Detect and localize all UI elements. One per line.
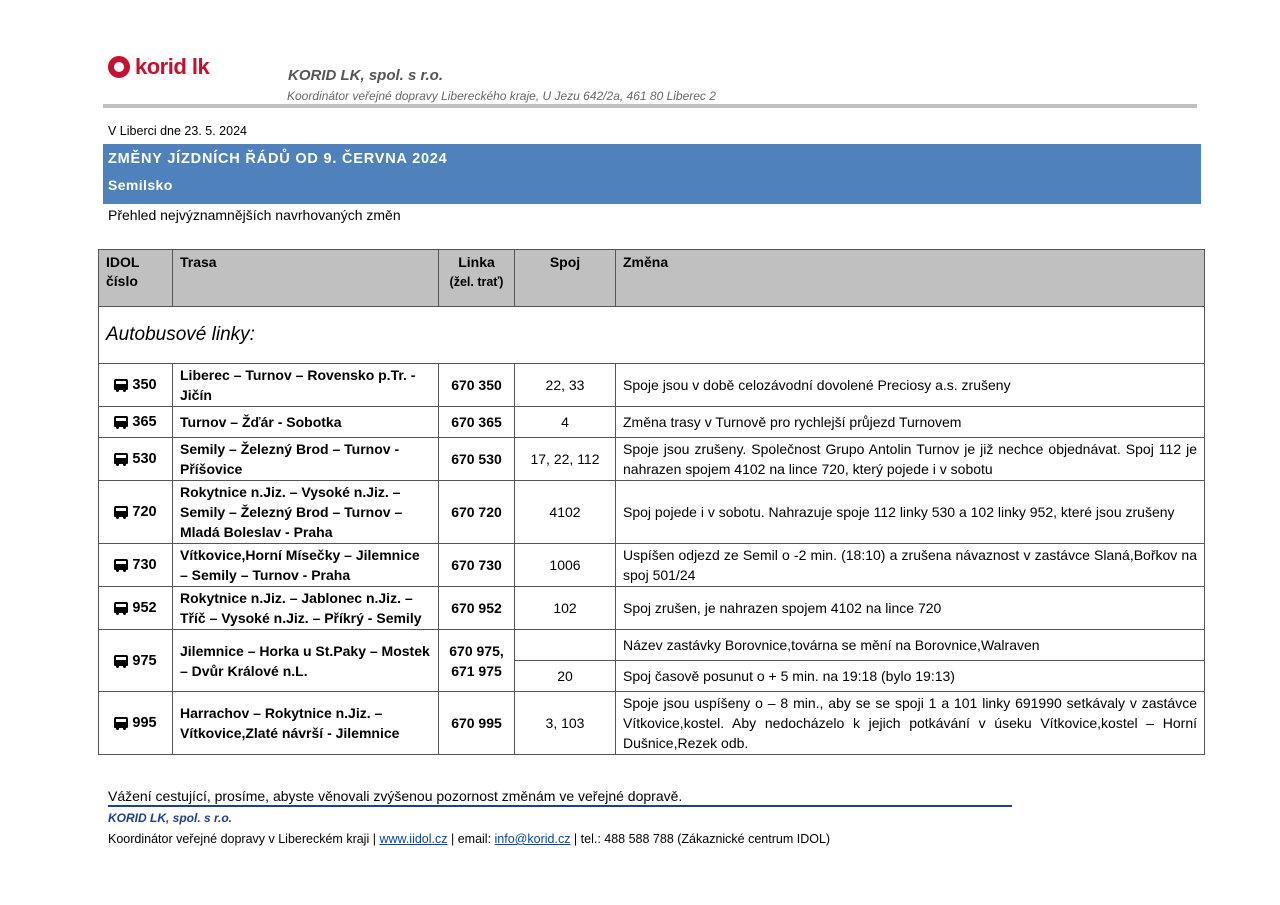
banner-title: ZMĚNY JÍZDNÍCH ŘÁDŮ OD 9. ČERVNA 2024 — [108, 151, 448, 167]
date-line: V Liberci dne 23. 5. 2024 — [108, 124, 247, 138]
bus-icon — [114, 506, 128, 517]
idol-cell: 975 — [99, 630, 173, 692]
trasa-cell: Rokytnice n.Jiz. – Vysoké n.Jiz. – Semily – Železný Brod – Turnov – Mladá Boleslav - Praha — [173, 481, 439, 544]
table-row — [99, 481, 1205, 544]
bus-icon — [114, 717, 128, 728]
table-row — [99, 544, 1205, 587]
idol-cell: 350 — [99, 364, 173, 407]
zmena-cell: Spoje jsou uspíšeny o – 8 min., aby se se spoji 1 a 101 linky 691990 setkávaly v zastávce Vítkovice,kostel. Aby nedocházelo k jejich potkávání v úseku Vítkovice,kostel – Horní Dušnice,Rezek odb. — [616, 692, 1205, 755]
table-header-row — [99, 250, 1205, 307]
trasa-cell: Harrachov – Rokytnice n.Jiz. – Vítkovice,Zlaté návrší - Jilemnice — [173, 692, 439, 755]
trasa-cell: Semily – Železný Brod – Turnov - Příšovice — [173, 438, 439, 481]
idol-cell: 730 — [99, 544, 173, 587]
table-row — [99, 407, 1205, 438]
spoj-cell: 4 — [515, 407, 616, 438]
korid-logo-ring-icon — [108, 56, 130, 78]
spoj-cell: 4102 — [515, 481, 616, 544]
trasa-cell: Liberec – Turnov – Rovensko p.Tr. - Jičín — [173, 364, 439, 407]
overview-text: Přehled nejvýznamnějších navrhovaných změn — [108, 207, 401, 223]
header-spoj: Spoj — [515, 250, 616, 307]
zmena-cell: Spoj časově posunut o + 5 min. na 19:18 (bylo 19:13) — [616, 661, 1205, 692]
bus-icon — [114, 453, 128, 464]
header-idol: IDOL číslo — [99, 250, 173, 307]
table-row — [99, 438, 1205, 481]
trasa-cell: Turnov – Žďár - Sobotka — [173, 407, 439, 438]
idol-cell: 952 — [99, 587, 173, 630]
footer-note: Vážení cestující, prosíme, abyste věnovali zvýšenou pozornost změnám ve veřejné dopravě. — [108, 788, 683, 804]
trasa-cell: Rokytnice n.Jiz. – Jablonec n.Jiz. – Tříč – Vysoké n.Jiz. – Příkrý - Semily — [173, 587, 439, 630]
zmena-cell: Uspíšen odjezd ze Semil o -2 min. (18:10) a zrušena návaznost v zastávce Slaná,Bořkov na spoj 501/24 — [616, 544, 1205, 587]
zmena-cell: Spoje jsou v době celozávodní dovolené Preciosy a.s. zrušeny — [616, 364, 1205, 407]
zmena-cell: Název zastávky Borovnice,továrna se mění na Borovnice,Walraven — [616, 630, 1205, 661]
bus-icon — [114, 379, 128, 390]
header-trasa: Trasa — [173, 250, 439, 307]
footer-contact: Koordinátor veřejné dopravy v Libereckém kraji | www.iidol.cz | email: info@korid.cz | tel.: 488 588 788 (Zákaznické centrum IDOL) — [108, 832, 831, 846]
table-row — [99, 587, 1205, 630]
idol-cell: 365 — [99, 407, 173, 438]
linka-cell: 670 730 — [439, 544, 515, 587]
trasa-cell: Jilemnice – Horka u St.Paky – Mostek – Dvůr Králové n.L. — [173, 630, 439, 692]
company-subtitle: Koordinátor veřejné dopravy Libereckého kraje, U Jezu 642/2a, 461 80 Liberec 2 — [287, 89, 716, 103]
table-row — [99, 630, 1205, 661]
bus-icon — [114, 655, 128, 666]
logo-text: korid lk — [135, 54, 210, 79]
email-link[interactable]: info@korid.cz — [494, 832, 571, 846]
table-row — [99, 364, 1205, 407]
spoj-cell: 22, 33 — [515, 364, 616, 407]
spoj-cell — [515, 630, 616, 661]
spoj-cell: 3, 103 — [515, 692, 616, 755]
zmena-cell: Spoj pojede i v sobotu. Nahrazuje spoje 112 linky 530 a 102 linky 952, které jsou zrušeny — [616, 481, 1205, 544]
bus-icon — [114, 559, 128, 570]
banner-subtitle: Semilsko — [108, 177, 173, 193]
header-linka: Linka (žel. trať) — [439, 250, 515, 307]
header-zmena: Změna — [616, 250, 1205, 307]
table-row — [99, 692, 1205, 755]
idol-cell: 530 — [99, 438, 173, 481]
spoj-cell: 20 — [515, 661, 616, 692]
website-link[interactable]: www.iidol.cz — [379, 832, 448, 846]
linka-cell: 670 530 — [439, 438, 515, 481]
title-banner — [103, 144, 1201, 204]
header-divider — [103, 104, 1197, 108]
zmena-cell: Spoj zrušen, je nahrazen spojem 4102 na lince 720 — [616, 587, 1205, 630]
linka-cell: 670 365 — [439, 407, 515, 438]
footer-company: KORID LK, spol. s r.o. — [108, 811, 233, 825]
spoj-cell: 17, 22, 112 — [515, 438, 616, 481]
footer-divider — [108, 805, 1012, 807]
section-row — [99, 307, 1205, 364]
linka-cell: 670 350 — [439, 364, 515, 407]
idol-cell: 995 — [99, 692, 173, 755]
linka-cell: 670 995 — [439, 692, 515, 755]
linka-cell: 670 952 — [439, 587, 515, 630]
korid-logo — [108, 54, 209, 80]
bus-icon — [114, 416, 128, 427]
bus-icon — [114, 602, 128, 613]
section-label: Autobusové linky: — [99, 307, 1205, 364]
linka-cell: 670 720 — [439, 481, 515, 544]
changes-table — [98, 249, 1205, 755]
spoj-cell: 1006 — [515, 544, 616, 587]
spoj-cell: 102 — [515, 587, 616, 630]
linka-cell: 670 975, 671 975 — [439, 630, 515, 692]
company-name: KORID LK, spol. s r.o. — [288, 67, 444, 84]
zmena-cell: Změna trasy v Turnově pro rychlejší průjezd Turnovem — [616, 407, 1205, 438]
zmena-cell: Spoje jsou zrušeny. Společnost Grupo Antolin Turnov je již nechce objednávat. Spoj 112 je nahrazen spojem 4102 na lince 720, který pojede i v sobotu — [616, 438, 1205, 481]
idol-cell: 720 — [99, 481, 173, 544]
trasa-cell: Vítkovice,Horní Mísečky – Jilemnice – Semily – Turnov - Praha — [173, 544, 439, 587]
